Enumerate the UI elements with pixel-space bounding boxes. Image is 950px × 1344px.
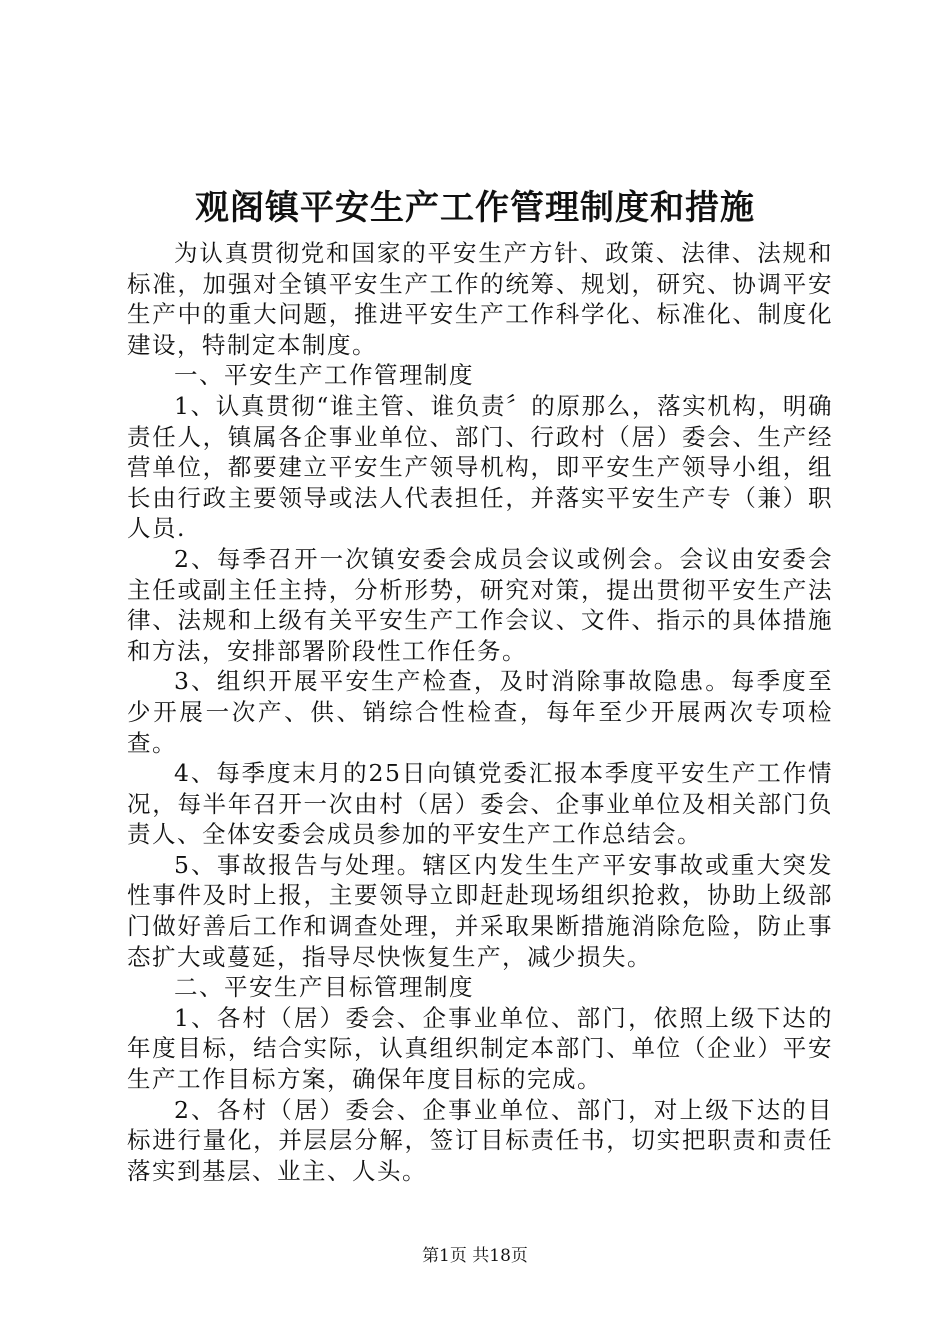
section-1-item-2: 2、每季召开一次镇安委会成员会议或例会。会议由安委会主任或副主任主持，分析形势，研究对策，提出贯彻平安生产法律、法规和上级有关平安生产工作会议、文件、指示的具体措施和方法，安排部署阶段性工作任务。 [127,544,833,665]
section-heading-2: 二、平安生产目标管理制度 [174,973,474,1002]
page-title: 观阁镇平安生产工作管理制度和措施 [195,188,755,228]
section-2-item-1: 1、各村（居）委会、企事业单位、部门，依照上级下达的年度目标，结合实际，认真组织制定本部门、单位（企业）平安生产工作目标方案，确保年度目标的完成。 [127,1003,833,1094]
section-2-item-2: 2、各村（居）委会、企事业单位、部门，对上级下达的目标进行量化，并层层分解，签订目标责任书，切实把职责和责任落实到基层、业主、人头。 [127,1095,833,1185]
section-1-item-1: 1、认真贯彻“谁主管、谁负责〞的原那么，落实机构，明确责任人，镇属各企事业单位、部门、行政村（居）委会、生产经营单位，都要建立平安生产领导机构，即平安生产领导小组，组长由行政主要领导或法人代表担任，并落实平安生产专（兼）职人员. [127,391,833,543]
section-1-item-5: 5、事故报告与处理。辖区内发生生产平安事故或重大突发性事件及时上报，主要领导立即赶赴现场组织抢救，协助上级部门做好善后工作和调查处理，并采取果断措施消除危险，防止事态扩大或蔓延，指导尽快恢复生产，减少损失。 [127,850,833,971]
intro-paragraph: 为认真贯彻党和国家的平安生产方针、政策、法律、法规和标准，加强对全镇平安生产工作的统筹、规划，研究、协调平安生产中的重大问题，推进平安生产工作科学化、标准化、制度化建设，特制定本制度。 [127,239,833,359]
section-1-item-3: 3、组织开展平安生产检查，及时消除事故隐患。每季度至少开展一次产、供、销综合性检查，每年至少开展两次专项检查。 [127,667,833,757]
section-1-item-4: 4、每季度末月的25日向镇党委汇报本季度平安生产工作情况，每半年召开一次由村（居）委会、企事业单位及相关部门负责人、全体安委会成员参加的平安生产工作总结会。 [127,759,833,849]
document-body [127,238,833,1186]
section-heading-1: 一、平安生产工作管理制度 [174,361,474,390]
page-footer: 第1页 共18页 [422,1246,528,1266]
